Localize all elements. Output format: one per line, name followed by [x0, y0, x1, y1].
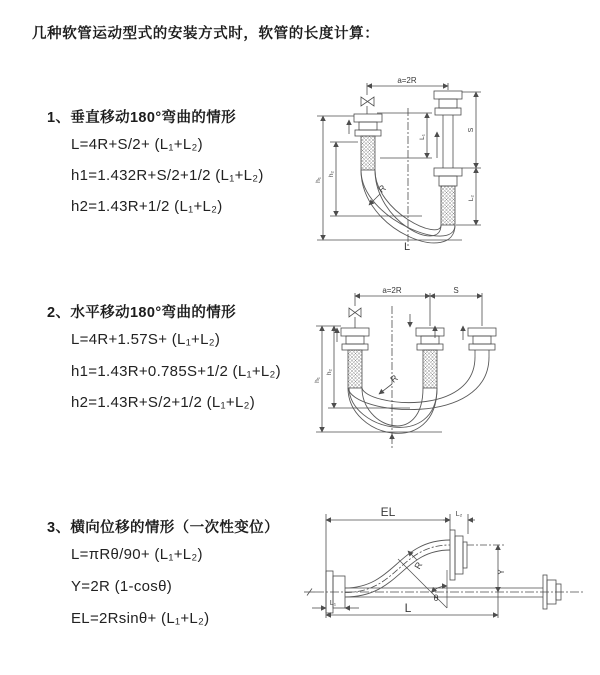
dimension-label-h2: h₂: [326, 368, 333, 376]
left-flange: [354, 114, 382, 136]
angle-label: θ: [433, 593, 439, 603]
braided-hose-section: [441, 186, 455, 225]
formula: h2=1.43R+1/2 (L₁+L₂): [71, 198, 223, 215]
dimension-label-l2: L₂: [455, 511, 463, 518]
diagram-vertical-180: [310, 70, 595, 265]
dimension-label-y: Y: [497, 569, 506, 575]
page-title: 几种软管运动型式的安装方式时，软管的长度计算：: [32, 26, 380, 42]
dimension-label-h2: h₂: [328, 170, 335, 178]
radius-arrow: [369, 194, 380, 205]
length-label: L: [404, 241, 411, 253]
valve-icon: [349, 308, 361, 317]
formula: L=4R+S/2+ (L₁+L₂): [71, 136, 203, 153]
diagram-lateral-displacement: [300, 500, 600, 660]
dimension-label-s: S: [468, 127, 475, 133]
dimension-label-el: EL: [380, 505, 396, 519]
formula: Y=2R (1-cosθ): [71, 578, 173, 595]
braided-hose-section: [348, 350, 362, 388]
dimension-label-h1: h₁: [315, 177, 322, 183]
right-flange-lower: [434, 168, 462, 186]
dimension-label-s: S: [453, 286, 459, 295]
right-flange-upper: [434, 91, 462, 115]
left-flange: [341, 328, 369, 350]
displaced-hose: [345, 540, 450, 597]
section-2-heading: 2、水平移动180°弯曲的情形: [47, 305, 237, 321]
dimension-label-a2r: a=2R: [382, 286, 402, 295]
formula: L=4R+1.57S+ (L₁+L₂): [71, 331, 221, 348]
formula: h1=1.432R+S/2+1/2 (L₁+L₂): [71, 167, 264, 184]
right-flange: [468, 328, 496, 350]
radius-arrow: [379, 384, 392, 394]
hose-loop: [348, 357, 489, 433]
dimension-label-h1: h₁: [314, 377, 321, 383]
formula: h1=1.43R+0.785S+1/2 (L₁+L₂): [71, 363, 281, 380]
valve-icon: [361, 97, 374, 106]
dimension-label-l1: L₁: [419, 134, 426, 140]
angle-arc: [431, 586, 447, 592]
formula: EL=2Rsinθ+ (L₁+L₂): [71, 610, 210, 627]
section-3-heading: 3、横向位移的情形（一次性变位）: [47, 520, 279, 536]
braided-hose-section: [361, 136, 375, 170]
radius-label: R: [388, 372, 400, 385]
radius-label: R: [412, 560, 425, 571]
upper-flange: [450, 530, 467, 580]
diagram-horizontal-180: [310, 280, 600, 465]
middle-flange: [416, 328, 444, 350]
dimension-label-l2: L₂: [468, 194, 475, 202]
dimension-label-l: L: [404, 601, 412, 615]
radius-label: R: [376, 182, 388, 195]
dimension-label-l1: L₁: [329, 600, 337, 607]
dimension-label-a2r: a=2R: [397, 76, 417, 85]
braided-hose-section: [423, 350, 437, 388]
formula: h2=1.43R+S/2+1/2 (L₁+L₂): [71, 394, 256, 411]
formula: L=πRθ/90+ (L₁+L₂): [71, 546, 203, 563]
section-1-heading: 1、垂直移动180°弯曲的情形: [47, 110, 237, 126]
